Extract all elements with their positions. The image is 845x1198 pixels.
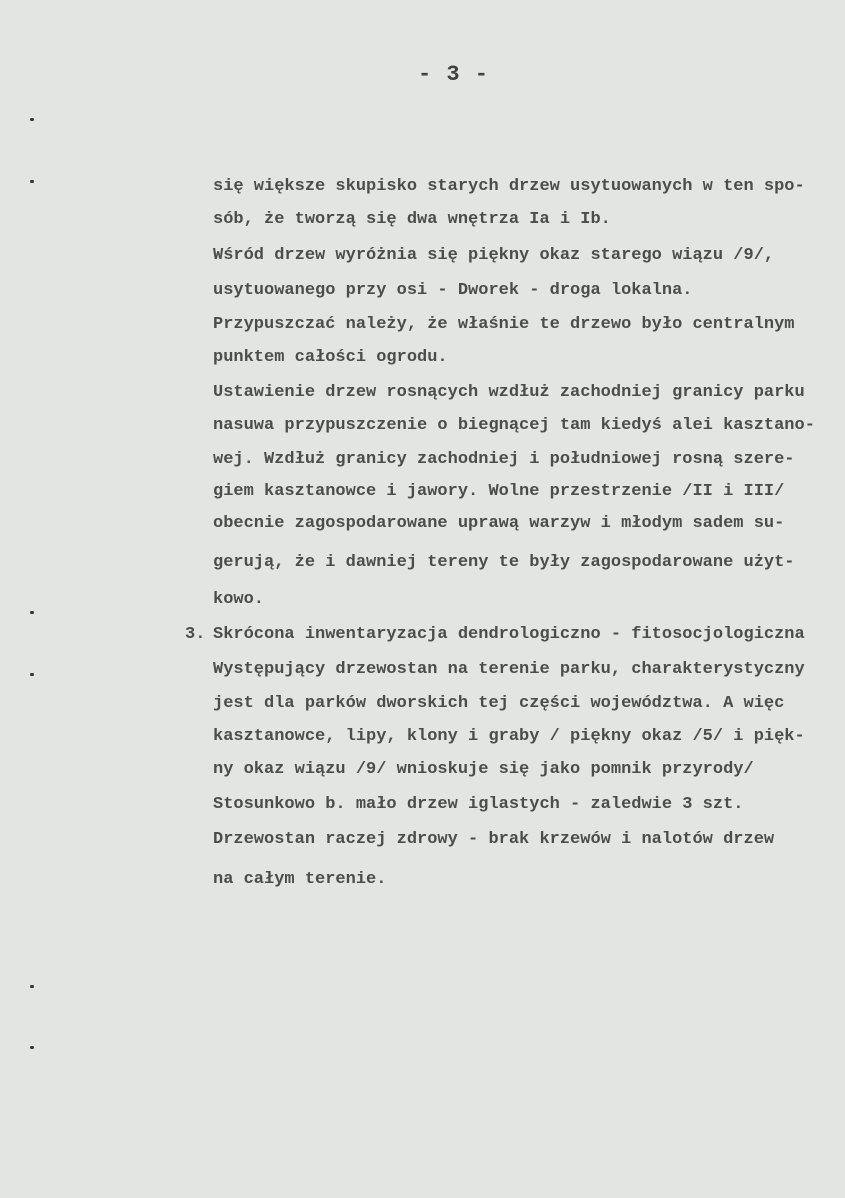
text-line: Przypuszczać należy, że właśnie te drzewo było centralnym — [213, 315, 795, 334]
text-line: Występujący drzewostan na terenie parku, charakterystyczny — [213, 660, 805, 679]
text-line: Wśród drzew wyróżnia się piękny okaz starego wiązu /9/, — [213, 246, 775, 265]
text-line: nasuwa przypuszczenie o biegnącej tam kiedyś alei kasztano- — [213, 416, 815, 435]
text-line: Drzewostan raczej zdrowy - brak krzewów i nalotów drzew — [213, 830, 775, 849]
text-line: obecnie zagospodarowane uprawą warzyw i młodym sadem su- — [213, 514, 785, 533]
text-line: ny okaz wiązu /9/ wnioskuje się jako pomnik przyrody/ — [213, 760, 754, 779]
text-line: usytuowanego przy osi - Dworek - droga lokalna. — [213, 281, 693, 300]
text-line: punktem całości ogrodu. — [213, 348, 448, 367]
section-heading: Skrócona inwentaryzacja dendrologiczno - fitosocjologiczna — [213, 625, 805, 644]
text-line: sób, że tworzą się dwa wnętrza Ia i Ib. — [213, 210, 611, 229]
margin-mark — [30, 1046, 34, 1049]
margin-mark — [30, 180, 34, 183]
section-number: 3. — [185, 625, 206, 644]
margin-mark — [30, 611, 34, 614]
text-line: kasztanowce, lipy, klony i graby / piękny okaz /5/ i pięk- — [213, 727, 805, 746]
text-line: Stosunkowo b. mało drzew iglastych - zaledwie 3 szt. — [213, 795, 744, 814]
text-line: wej. Wzdłuż granicy zachodniej i południowej rosną szere- — [213, 450, 795, 469]
margin-mark — [30, 673, 34, 676]
text-line: jest dla parków dworskich tej części województwa. A więc — [213, 694, 785, 713]
margin-mark — [30, 985, 34, 988]
text-line: giem kasztanowce i jawory. Wolne przestrzenie /II i III/ — [213, 482, 785, 501]
page-number: - 3 - — [418, 62, 490, 87]
text-line: gerują, że i dawniej tereny te były zagospodarowane użyt- — [213, 553, 795, 572]
text-line: na całym terenie. — [213, 870, 387, 889]
text-line: kowo. — [213, 590, 265, 609]
text-line: się większe skupisko starych drzew usytuowanych w ten spo- — [213, 177, 805, 196]
margin-mark — [30, 118, 34, 121]
text-line: Ustawienie drzew rosnących wzdłuż zachodniej granicy parku — [213, 383, 805, 402]
